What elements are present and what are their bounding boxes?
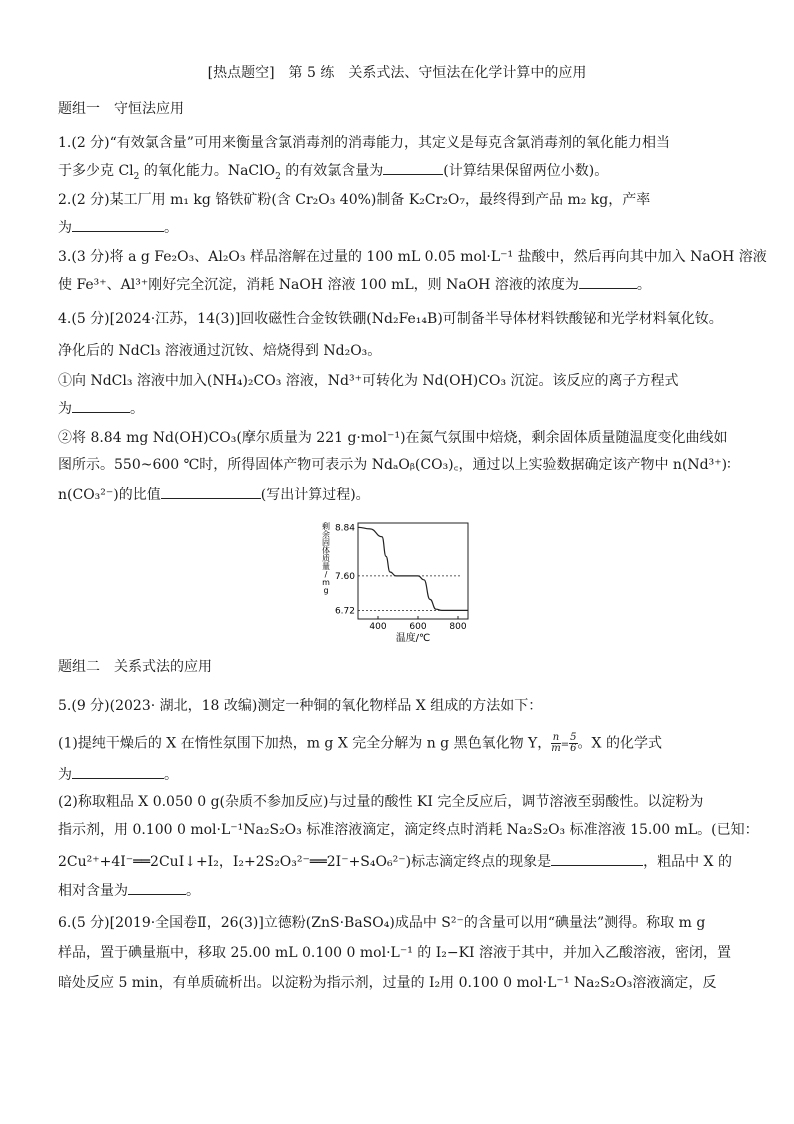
plot-frame (358, 523, 468, 619)
y-axis-label-char: 余 (322, 530, 330, 539)
y-axis-label-char: 量 (322, 562, 330, 571)
q5-line-7: 相对含量为 。 (58, 880, 200, 901)
y-axis-label-char: 体 (322, 546, 330, 555)
x-tick-label: 800 (449, 622, 467, 632)
y-axis-label-char: 剩 (322, 522, 330, 531)
fraction-n-over-m: $\frac{n}{m}$ (551, 732, 561, 754)
answer-blank[interactable] (72, 217, 164, 232)
q5-line-4: (2)称取粗品 X 0.050 0 g(杂质不参加反应)与过量的酸性 KI 完全反应后，调节溶液至弱酸性。以淀粉为 (58, 794, 704, 810)
q4-line-6: 图所示。550~600 ℃时，所得固体产物可表示为 NdₐOᵦ(CO₃)꜀，通过以上实验数据确定该产物中 n(Nd³⁺)∶ (58, 457, 731, 473)
q4-line-1: 4.(5 分)[2024·江苏，14(3)]回收磁性合金钕铁硼(Nd₂Fe₁₄B)可制备半导体材料铁酸铋和光学材料氧化钕。 (58, 311, 723, 327)
answer-blank[interactable] (72, 764, 164, 779)
y-axis-label-char: / (324, 570, 328, 579)
q4-line-4: 为 。 (58, 398, 144, 419)
q4-line-7: n(CO₃²⁻)的比值 (写出计算过程)。 (58, 484, 370, 505)
y-axis-label-char: m (322, 578, 330, 587)
y-axis-label-char: 固 (322, 538, 330, 547)
q6-line-2: 样品，置于碘量瓶中，移取 25.00 mL 0.100 0 mol·L⁻¹ 的 I₂−KI 溶液于其中，并加入乙酸溶液，密闭，置 (58, 945, 732, 961)
q4-line-5: ②将 8.84 mg Nd(OH)CO₃(摩尔质量为 221 g·mol⁻¹)在氮气氛围中焙烧，剩余固体质量随温度变化曲线如 (58, 430, 728, 446)
q5-line-1: 5.(9 分)(2023· 湖北，18 改编)测定一种铜的氧化物样品 X 组成的方法如下： (58, 698, 543, 714)
answer-blank[interactable] (383, 160, 443, 175)
q5-line-5: 指示剂，用 0.100 0 mol·L⁻¹Na₂S₂O₃ 标准溶液滴定，滴定终点时消耗 Na₂S₂O₃ 标准溶液 15.00 mL。(已知： (58, 822, 759, 838)
mass-temperature-chart (318, 515, 478, 645)
y-axis-label-char: g (323, 586, 329, 595)
x-tick-label: 600 (409, 622, 427, 632)
q6-line-3: 暗处反应 5 min，有单质硫析出。以淀粉为指示剂，过量的 I₂用 0.100 0 mol·L⁻¹ Na₂S₂O₃溶液滴定，反 (58, 975, 717, 991)
answer-blank[interactable] (579, 274, 637, 289)
y-tick-label: 8.84 (334, 523, 355, 534)
q2-line-1: 2.(2 分)某工厂用 m₁ kg 铬铁矿粉(含 Cr₂O₃ 40%)制备 K₂Cr₂O₇，最终得到产品 m₂ kg，产率 (58, 192, 651, 208)
fraction-5-over-6: $\frac{5}{6}$ (570, 732, 577, 754)
answer-blank[interactable] (128, 880, 186, 895)
q4-line-2: 净化后的 NdCl₃ 溶液通过沉钕、焙烧得到 Nd₂O₃。 (58, 343, 382, 359)
q2-line-2: 为 。 (58, 217, 178, 238)
y-axis-label (322, 521, 330, 595)
q5-line-3: 为 。 (58, 764, 178, 785)
q3-line-1: 3.(3 分)将 a g Fe₂O₃、Al₂O₃ 样品溶解在过量的 100 mL 0.05 mol·L⁻¹ 盐酸中，然后再向其中加入 NaOH 溶液 (58, 249, 767, 265)
q4-line-3: ①向 NdCl₃ 溶液中加入(NH₄)₂CO₃ 溶液，Nd³⁺可转化为 Nd(OH)CO₃ 沉淀。该反应的离子方程式 (58, 373, 679, 389)
answer-blank[interactable] (161, 484, 261, 499)
group-heading-1: 题组一 守恒法应用 (58, 101, 184, 117)
y-axis-label-char: 质 (322, 554, 330, 563)
group-heading-2: 题组二 关系式法的应用 (58, 659, 212, 675)
answer-blank[interactable] (72, 398, 130, 413)
q1-line-1: 1.(2 分)“有效氯含量”可用来衡量含氯消毒剂的消毒能力，其定义是每克含氯消毒剂的氧化能力相当 (58, 135, 670, 151)
x-axis-label: 温度/℃ (395, 633, 431, 644)
q3-line-2: 使 Fe³⁺、Al³⁺刚好完全沉淀，消耗 NaOH 溶液 100 mL，则 NaOH 溶液的浓度为 。 (58, 274, 651, 295)
x-tick-label: 400 (369, 622, 387, 632)
q6-line-1: 6.(5 分)[2019·全国卷Ⅱ，26(3)]立德粉(ZnS·BaSO₄)成品中 S²⁻的含量可以用“碘量法”测得。称取 m g (58, 915, 706, 931)
q5-line-6: 2Cu²⁺+4I⁻══2CuI↓+I₂，I₂+2S₂O₃²⁻══2I⁻+S₄O₆²⁻)标志滴定终点的现象是 ，粗品中 X 的 (58, 851, 732, 872)
q5-line-2: (1)提纯干燥后的 X 在惰性氛围下加热，m g X 完全分解为 n g 黑色氧化物 Y， $\frac{n}{m}$ = $\frac{5}{6}$ 。X 的化学式 (58, 732, 662, 754)
page-title: [热点题空] 第 5 练 关系式法、守恒法在化学计算中的应用 (207, 65, 587, 81)
mass-curve (358, 527, 468, 610)
y-tick-label: 7.60 (334, 571, 355, 582)
y-tick-label: 6.72 (334, 606, 355, 617)
answer-blank[interactable] (551, 851, 643, 866)
q1-line-2: 于多少克 $Cl_2$ 的氧化能力。NaClO$_2$ 的有效氯含量为 (计算结果保留两位小数)。 (58, 160, 608, 181)
